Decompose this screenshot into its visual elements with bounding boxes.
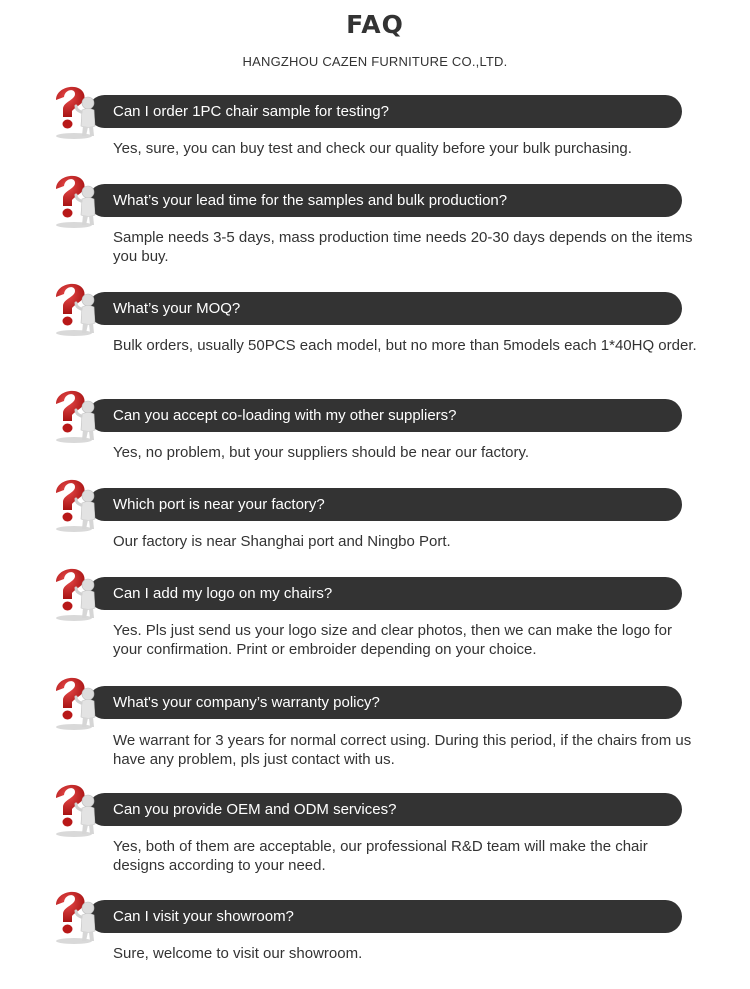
question-bar [88, 577, 682, 610]
answer-text: Sure, welcome to visit our showroom. [113, 945, 363, 962]
answer-text: Yes, both of them are acceptable, our professional R&D team will make the chair designs according to your need. [113, 838, 648, 874]
question-text: Can you accept co-loading with my other suppliers? [113, 407, 457, 424]
question-mark-figure-icon [48, 169, 100, 229]
question-bar [88, 900, 682, 933]
page-title: FAQ [346, 10, 404, 39]
answer-text: Sample needs 3-5 days, mass production time needs 20-30 days depends on the items you buy. [113, 229, 693, 265]
question-mark-figure-icon [48, 885, 100, 945]
question-mark-figure-icon [48, 277, 100, 337]
question-text: What’s your lead time for the samples and bulk production? [113, 192, 508, 209]
question-bar [88, 184, 682, 217]
question-mark-figure-icon [48, 473, 100, 533]
answer-text: Bulk orders, usually 50PCS each model, but no more than 5models each 1*40HQ order. [113, 337, 697, 354]
question-bar [88, 292, 682, 325]
question-text: Can I add my logo on my chairs? [113, 585, 333, 602]
question-bar [88, 399, 682, 432]
question-mark-figure-icon [48, 562, 100, 622]
question-mark-figure-icon [48, 384, 100, 444]
question-bar [88, 793, 682, 826]
question-text: Can you provide OEM and ODM services? [113, 801, 397, 818]
answer-text: Our factory is near Shanghai port and Ningbo Port. [113, 533, 451, 550]
question-mark-figure-icon [48, 80, 100, 140]
question-text: Can I visit your showroom? [113, 908, 294, 925]
question-text: What's your company’s warranty policy? [113, 694, 380, 711]
question-bar [88, 488, 682, 521]
question-text: Can I order 1PC chair sample for testing? [113, 103, 389, 120]
question-bar [88, 95, 682, 128]
question-mark-figure-icon [48, 671, 100, 731]
question-mark-figure-icon [48, 778, 100, 838]
question-text: What’s your MOQ? [113, 300, 241, 317]
answer-text: Yes, sure, you can buy test and check our quality before your bulk purchasing. [113, 140, 632, 157]
question-bar [88, 686, 682, 719]
answer-text: Yes, no problem, but your suppliers should be near our factory. [113, 444, 530, 461]
company-name: HANGZHOU CAZEN FURNITURE CO.,LTD. [242, 54, 508, 69]
answer-text: We warrant for 3 years for normal correct using. During this period, if the chairs from us have any problem, pls just contact with us. [113, 732, 692, 768]
answer-text: Yes. Pls just send us your logo size and clear photos, then we can make the logo for your confirmation. Print or embroider depending on your choice. [113, 622, 672, 658]
question-text: Which port is near your factory? [113, 496, 325, 513]
